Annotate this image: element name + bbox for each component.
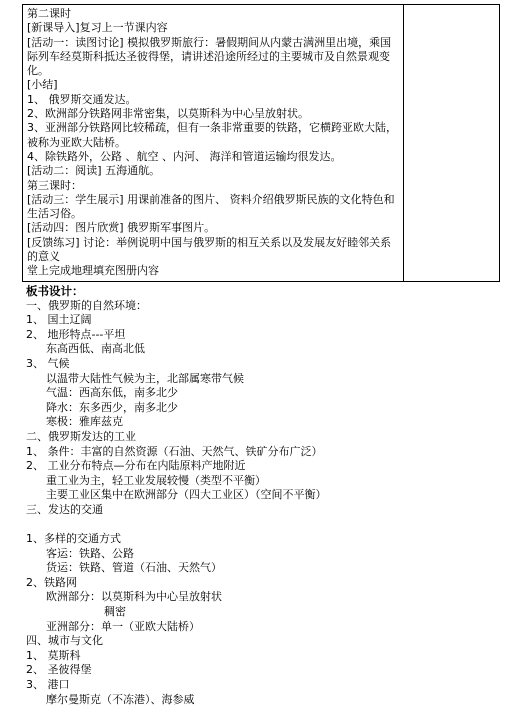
- table-line: [小结]: [27, 78, 58, 92]
- outline-line: 四、城市与文化: [26, 634, 103, 648]
- outline-line: 客运：铁路、公路: [46, 546, 134, 560]
- outline-line: 稠密: [104, 605, 126, 619]
- lesson-content-cell: [23, 5, 404, 282]
- outline-line: 货运：铁路、管道（石油、天然气）: [46, 561, 222, 575]
- outline-line: 亚洲部分：单一（亚欧大陆桥）: [46, 619, 200, 633]
- outline-line: 降水：东多西少，南多北少: [46, 400, 178, 414]
- outline-line: 一、俄罗斯的自然环境：: [26, 298, 147, 312]
- board-design-outline: [26, 284, 496, 707]
- outline-line: 东高西低、南高北低: [46, 342, 145, 356]
- table-line: 堂上完成地理填充图册内容: [27, 264, 159, 278]
- outline-line: 主要工业区集中在欧洲部分（四大工业区）（空间不平衡）: [46, 488, 327, 502]
- outline-line: 摩尔曼斯克（不冻港）、海参威: [46, 692, 195, 706]
- table-line: [活动三：学生展示] 用课前准备的图片、 资料介绍俄罗斯民族的文化特色和生活习俗。: [27, 192, 395, 221]
- outline-line: 三、发达的交通: [26, 502, 103, 516]
- outline-line: 寒极：雅库兹克: [46, 415, 123, 429]
- outline-line: 2、 地形特点---平坦: [26, 327, 126, 341]
- outline-line: 二、俄罗斯发达的工业: [26, 429, 136, 443]
- table-line: [活动一：读图讨论] 模拟俄罗斯旅行：暑假期间从内蒙古满洲里出境，乘国际列车经莫斯科抵达圣彼得堡，请讲述沿途所经过的主要城市及自然景观变化。: [27, 35, 392, 78]
- table-line: 3、亚洲部分铁路网比较稀疏，但有一条非常重要的铁路，它横跨亚欧大陆，被称为亚欧大陆桥。: [27, 121, 397, 149]
- table-line: 第三课时：: [27, 178, 82, 192]
- lesson-plan-table: [22, 4, 500, 282]
- table-line: 第二课时: [27, 7, 71, 20]
- table-line: 2、欧洲部分铁路网非常密集，以莫斯科为中心呈放射状。: [27, 107, 309, 121]
- outline-line: 2、 工业分布特点—分布在内陆原料产地附近: [26, 459, 246, 473]
- outline-line: 1、多样的交通方式: [26, 532, 121, 546]
- outline-line: 1、 条件：丰富的自然资源（石油、天然气、铁矿分布广泛）: [26, 444, 323, 458]
- outline-blank-line: [26, 518, 496, 533]
- outline-line: 1、 莫斯科: [26, 648, 81, 662]
- outline-line: 1、 国土辽阔: [26, 313, 92, 327]
- outline-line: 3、 港口: [26, 678, 70, 692]
- table-line: [新课导入]复习上一节课内容: [27, 21, 168, 35]
- outline-line: 重工业为主，轻工业发展较慢（类型不平衡）: [46, 473, 266, 487]
- outline-title: 板书设计：: [26, 284, 84, 298]
- table-line: 4、除铁路外，公路 、航空 、内河、 海洋和管道运输均很发达。: [27, 149, 342, 163]
- table-line: [活动四：图片欣赏] 俄罗斯军事图片。: [27, 221, 216, 235]
- table-line: 1、 俄罗斯交通发达。: [27, 92, 137, 106]
- outline-line: 以温带大陆性气候为主，北部属寒带气候: [46, 371, 244, 385]
- outline-line: 欧洲部分：以莫斯科为中心呈放射状: [46, 590, 222, 604]
- outline-line: 3、 气候: [26, 356, 70, 370]
- table-line: [反馈练习] 讨论：举例说明中国与俄罗斯的相互关系以及发展友好睦邻关系的意义: [27, 235, 392, 264]
- outline-line: 2、 圣彼得堡: [26, 663, 92, 677]
- table-line: [活动二：阅读] 五海通航。: [27, 164, 161, 178]
- notes-cell: [404, 5, 500, 282]
- outline-line: 气温：西高东低，南多北少: [46, 386, 178, 400]
- outline-line: 2、铁路网: [26, 575, 77, 589]
